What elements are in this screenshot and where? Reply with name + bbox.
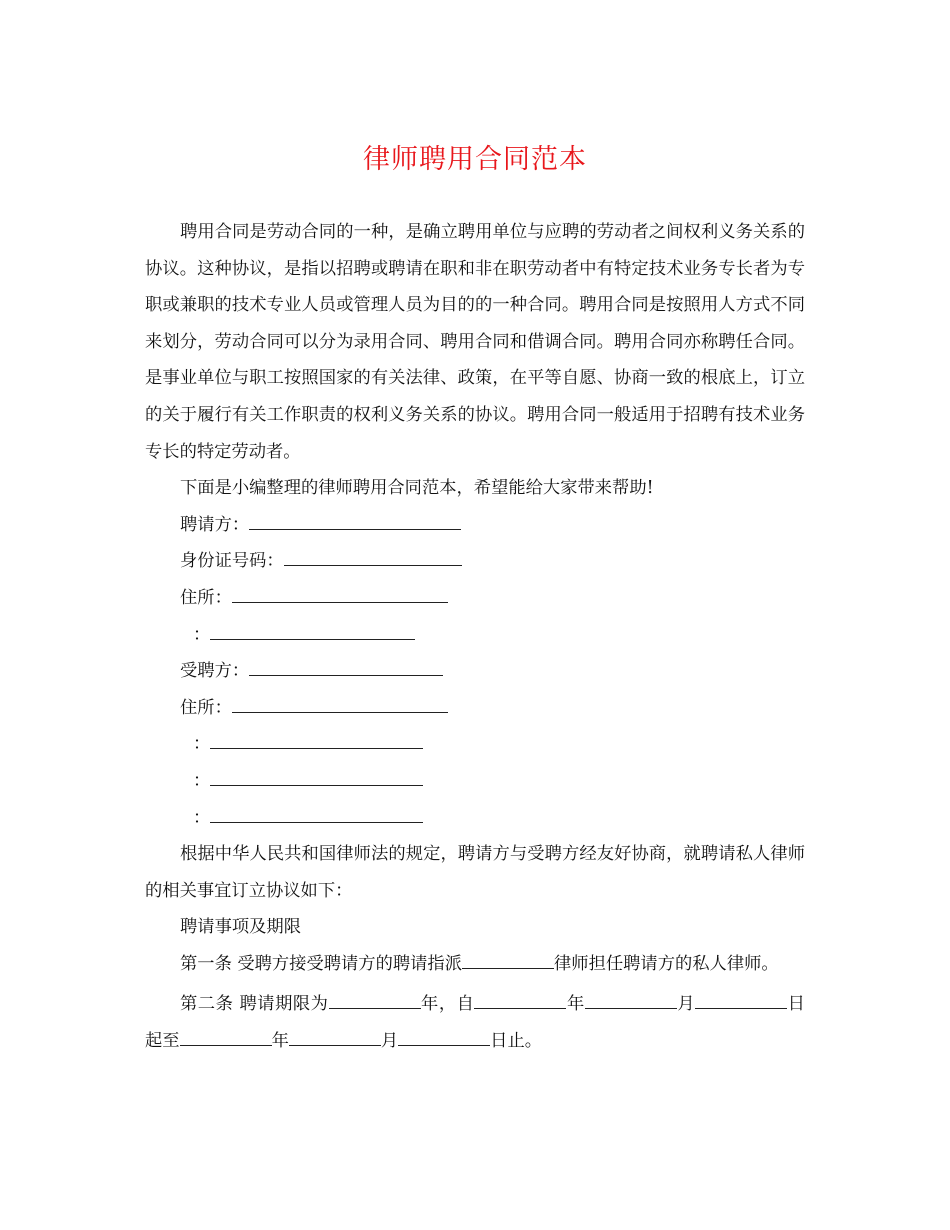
employer-field (145, 507, 805, 544)
lead-paragraph: 下面是小编整理的律师聘用合同范本，希望能给大家带来帮助! (180, 478, 654, 499)
colon2-field (145, 726, 805, 763)
article-two-p7: 月 (380, 1031, 399, 1052)
colon3-field (145, 763, 805, 800)
employee-label: 受聘方： (180, 661, 250, 682)
address1-label: 住所： (180, 587, 232, 608)
employer-blank (249, 512, 461, 530)
address2-label: 住所： (180, 697, 232, 718)
article-two-p2: 年，自 (420, 994, 475, 1015)
colon2-label: ： (193, 734, 211, 755)
colon3-blank (210, 768, 423, 786)
colon1-field (145, 617, 805, 654)
article-two (145, 986, 805, 1059)
id-number-blank (284, 548, 462, 566)
employee-field (145, 653, 805, 690)
document-body (145, 214, 805, 1060)
colon1-blank (210, 622, 415, 640)
colon4-field (145, 800, 805, 837)
article-two-p1: 第二条 聘请期限为 (180, 994, 329, 1015)
employee-blank (249, 658, 443, 676)
article-two-p5: 日起至 (145, 994, 805, 1052)
id-number-field (145, 543, 805, 580)
article-two-p4: 月 (676, 994, 696, 1015)
id-number-label: 身份证号码： (180, 551, 284, 572)
address2-field (145, 690, 805, 727)
address1-field (145, 580, 805, 617)
article-two-p8: 日止。 (490, 1031, 543, 1052)
colon1-label: ： (193, 624, 211, 645)
colon3-label: ： (193, 770, 211, 791)
address2-blank (232, 695, 448, 713)
article-two-blank5 (180, 1028, 272, 1046)
article-two-blank7 (398, 1028, 490, 1046)
basis-paragraph: 根据中华人民共和国律师法的规定，聘请方与受聘方经友好协商，就聘请私人律师的相关事宜订立协议如下： (145, 844, 805, 901)
article-two-p3: 年 (566, 994, 585, 1015)
article-two-blank1 (329, 991, 421, 1009)
article-one (145, 946, 805, 983)
article-two-blank6 (289, 1028, 381, 1046)
colon4-label: ： (193, 807, 211, 828)
article-one-after: 律师担任聘请方的私人律师。 (554, 953, 779, 974)
colon2-blank (210, 731, 423, 749)
article-two-blank3 (585, 991, 677, 1009)
colon4-blank (210, 805, 423, 823)
article-two-blank4 (695, 991, 787, 1009)
document-title: 律师聘用合同范本 (363, 144, 587, 175)
article-two-p6: 年 (271, 1031, 289, 1052)
article-one-before: 第一条 受聘方接受聘请方的聘请指派 (180, 953, 462, 974)
employer-label: 聘请方： (180, 514, 250, 535)
address1-blank (232, 585, 448, 603)
section-heading: 聘请事项及期限 (180, 917, 301, 938)
intro-paragraph: 聘用合同是劳动合同的一种，是确立聘用单位与应聘的劳动者之间权利义务关系的协议。这种协议，是指以招聘或聘请在职和非在职劳动者中有特定技术业务专长者为专职或兼职的技术专业人员或管理人员为目的的一种合同。聘用合同是按照用人方式不同来划分，劳动合同可以分为录用合同、聘用合同和借调合同。聘用合同亦称聘任合同。是事业单位与职工按照国家的有关法律、政策，在平等自愿、协商一致的根底上，订立的关于履行有关工作职责的权利义务关系的协议。聘用合同一般适用于招聘有技术业务专长的特定劳动者。 (145, 222, 805, 462)
article-one-blank (462, 951, 554, 969)
article-two-blank2 (474, 991, 566, 1009)
